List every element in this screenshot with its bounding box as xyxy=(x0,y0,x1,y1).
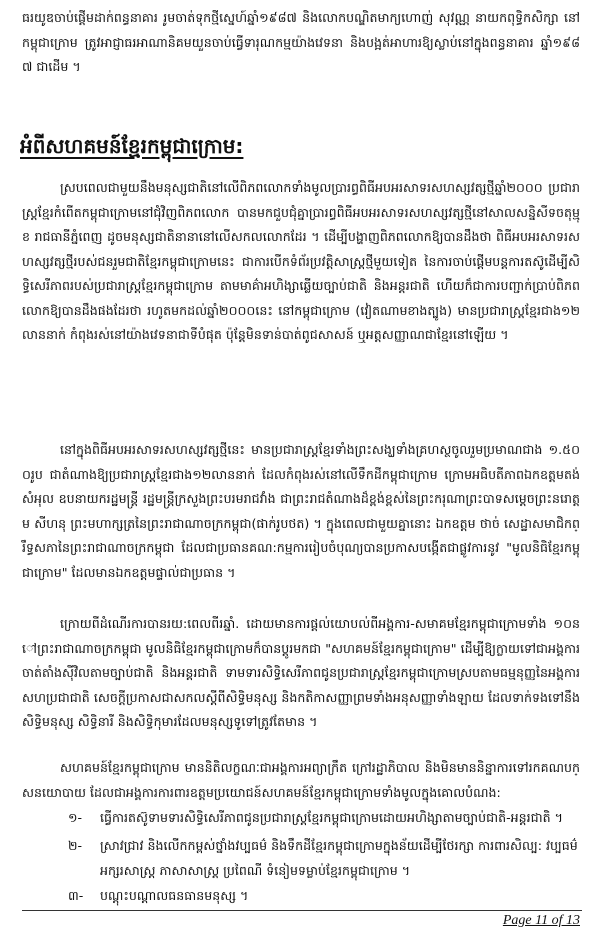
list-item-number: ២- xyxy=(68,838,83,853)
footer-divider xyxy=(22,910,582,911)
list-item-number: ៣- xyxy=(68,888,84,903)
paragraph-1: ស្របពេលជាមួយនឹងមនុស្សជាតិនៅលើពិភពលោកទាំងមូលប្រារព្ធពិធីអបអរសាទរសហស្សវត្សថ្មីឆ្នាំ២០០០ ប្រជារាស្ត្រខ្មែរកំពើតកម្ពុជាក្រោមនៅជុំវិញពិភពលោក បានមកជួបជុំគ្នាប្រារព្ធពិធីអបអរសាទរសហស្សវត្សថ្មីនៅសាលសន្និសីទចតុម្មុខ រាជធានីភ្នំពេញ ដូចមនុស្សជាតិនានានៅលើសកលលោកដែរ ។ ដើម្បីបង្ហាញពិភពលោកឱ្យបានដឹងថា ពិធីអបអរសាទរសហស្សវត្សថ្មីរបស់ជនរួមជាតិខ្មែរកម្ពុជាក្រោមនេះ ជាការបើកទំព័រប្រវត្តិសាស្ត្រថ្មីមួយទៀត នៃការចាប់ផ្តើមបន្តការតស៊ូដើម្បីសិទ្ធិសេរីភាពរបស់ប្រជារាស្ត្រខ្មែរកម្ពុជាក្រោម តាមមាគ៌ាអហិង្សាឆ្លើយច្បាប់ជាតិ និងអន្តរជាតិ ហើយក៏ជាការបញ្ជាក់ប្រាប់ពិភពលោកឱ្យបានដឹងផងដែរថា រហូតមកដល់ឆ្នាំ២០០០នេះ នៅកម្ពុជាក្រោម (វៀតណាមខាងត្បូង) មានប្រជារាស្ត្រខ្មែរជាង១២លាននាក់ កំពុងរស់នៅយ៉ាងវេទនាជាទីបំផុត ប៉ុន្តែមិនទាន់បាត់ពូជសាសន៍ ឬអត្តសញ្ញាណជាខ្មែរនៅឡើយ ។ xyxy=(22,180,580,342)
list-item-number: ១- xyxy=(68,810,83,825)
paragraph-2: នៅក្នុងពិធីអបអរសាទរសហស្សវត្សថ្មីនេះ មានប្រជារាស្ត្រខ្មែរទាំងព្រះសង្ឃទាំងគ្រហស្ថចូលរួមប្រមាណជាង ១.៥០០រូប ជាតំណាងឱ្យប្រជារាស្ត្រខ្មែរជាង១២លាននាក់ ដែលកំពុងរស់នៅលើទឹកដីកម្ពុជាក្រោម ក្រោមអធិបតីភាពឯកឧត្តមតង់ សំអុល ឧបនាយករដ្ឋមន្ត្រី រដ្ឋមន្ត្រីក្រសួងព្រះបរមរាជវាំង ជាព្រះរាជតំណាងដ៏ខ្ពង់ខ្ពស់នៃព្រះករុណាព្រះបាទសម្តេចព្រះនរោត្តម សីហនុ ព្រះមហាក្សត្រនៃព្រះរាជាណាចក្រកម្ពុជា(ផាក់រូបថត) ។ ក្នុងពេលជាមួយគ្នានោះ ឯកឧត្តម ថាច់ សេដ្ឋាសមាជិកព្រឹទ្ធសភានៃព្រះរាជាណាចក្រកម្ពុជា ដែលជាប្រធានគណ:កម្មការរៀបចំបុណ្យបានប្រកាសបង្កើតជាផ្លូវការនូវ "មូលនិធិខ្មែរកម្ពុជាក្រោម" ដែលមានឯកឧត្តមផ្ទាល់ជាប្រធាន ។ xyxy=(22,442,580,580)
intro-paragraph: ធរយូឌចាប់ផ្តើមដាក់ពន្ធនាគារ រូមចាត់ទុកថ្មីស្នេហ៍ឆ្នាំ១៩៨៧ និងលោកបណ្ឌិតមាក្យហោញ់ សុវណ្ណ នាយកពុទ្ធិកសិក្សា នៅកម្ពុជាក្រោម ត្រូវអាជ្ញាធរអាណានិគមយួនចាប់ធ្វើទារុណកម្មយ៉ាងវេទនា និងបង្អត់អាហារឱ្យស្លាប់នៅក្នុងពន្ធនាគារ ឆ្នាំ១៩៨៧ ជាដើម ។ xyxy=(22,10,580,74)
section-heading: អំពីសហគមន៍ខ្មែរកម្ពុជាក្រោម: xyxy=(20,134,244,158)
paragraph-3: ក្រោយពីដំណើរការបានរយ:ពេលពីរឆ្នាំ. ដោយមានការផ្តល់យោបល់ពីអង្គការ-សមាគមខ្មែរកម្ពុជាក្រោមទាំង ១០នៅព្រះរាជាណាចក្រកម្ពុជា មូលនិធិខ្មែរកម្ពុជាក្រោមក៏បានប្តូរមកជា "សហគមន៍ខ្មែរកម្ពុជាក្រោម" ដើម្បីឱ្យក្លាយទៅជាអង្គការចាត់តាំងស៊ីវិលតាមច្បាប់ជាតិ និងអន្តរជាតិ ទាមទារសិទ្ធិសេរីភាពជូនប្រជារាស្ត្រខ្មែរកម្ពុជាក្រោមស្របតាមធម្មនុញ្ញនៃអង្គការសហប្រជាជាតិ សេចក្តីប្រកាសជាសកលស្តីពីសិទ្ធិមនុស្ស និងកតិកាសញ្ញាព្រមទាំងអនុសញ្ញាទាំងឡាយ ដែលទាក់ទងទៅនឹងសិទ្ធិមនុស្ស សិទ្ធិនារី និងសិទ្ធិកុមារដែលមនុស្សទូទៅត្រូវតែមាន ។ xyxy=(22,616,580,729)
page-number: Page 11 of 13 xyxy=(502,913,580,928)
list-item-text: ស្រាវជ្រាវ និងលើកកម្ពស់ថ្នាំងវប្បធម៌ និងទឹកដីខ្មែរកម្ពុជាក្រោមក្នុងន័យដើម្បីថែរក្សា ការពារសិល្ប: វប្បធម៌ អក្សរសាស្ត្រ ភាសាសាស្ត្រ ប្រពៃណី ទំនៀមទម្លាប់ខ្មែរកម្ពុជាក្រោម ។ xyxy=(100,838,578,878)
list-item-text: បណ្តុះបណ្តាលធនធានមនុស្ស ។ xyxy=(100,888,249,903)
list-item-text: ធ្វើការតស៊ូទាមទារសិទ្ធិសេរីភាពជូនប្រជារាស្ត្រខ្មែរកម្ពុជាក្រោមដោយអហិង្សាតាមច្បាប់ជាតិ-អន្តរជាតិ ។ xyxy=(100,810,563,825)
paragraph-4: សហគមន៍ខ្មែរកម្ពុជាក្រោម មាននិតិលក្ខណៈជាអង្គការអព្យាក្រឹត ក្រៅរដ្ឋាភិបាល និងមិនមាននិន្នាការទៅរកគណបក្សនយោបាយ ដែលជាអង្គការការពារឧត្តមប្រយោជន៍សហគមន៍ខ្មែរកម្ពុជាក្រោមទាំងមូលក្នុងគោលបំណង: xyxy=(22,760,580,800)
